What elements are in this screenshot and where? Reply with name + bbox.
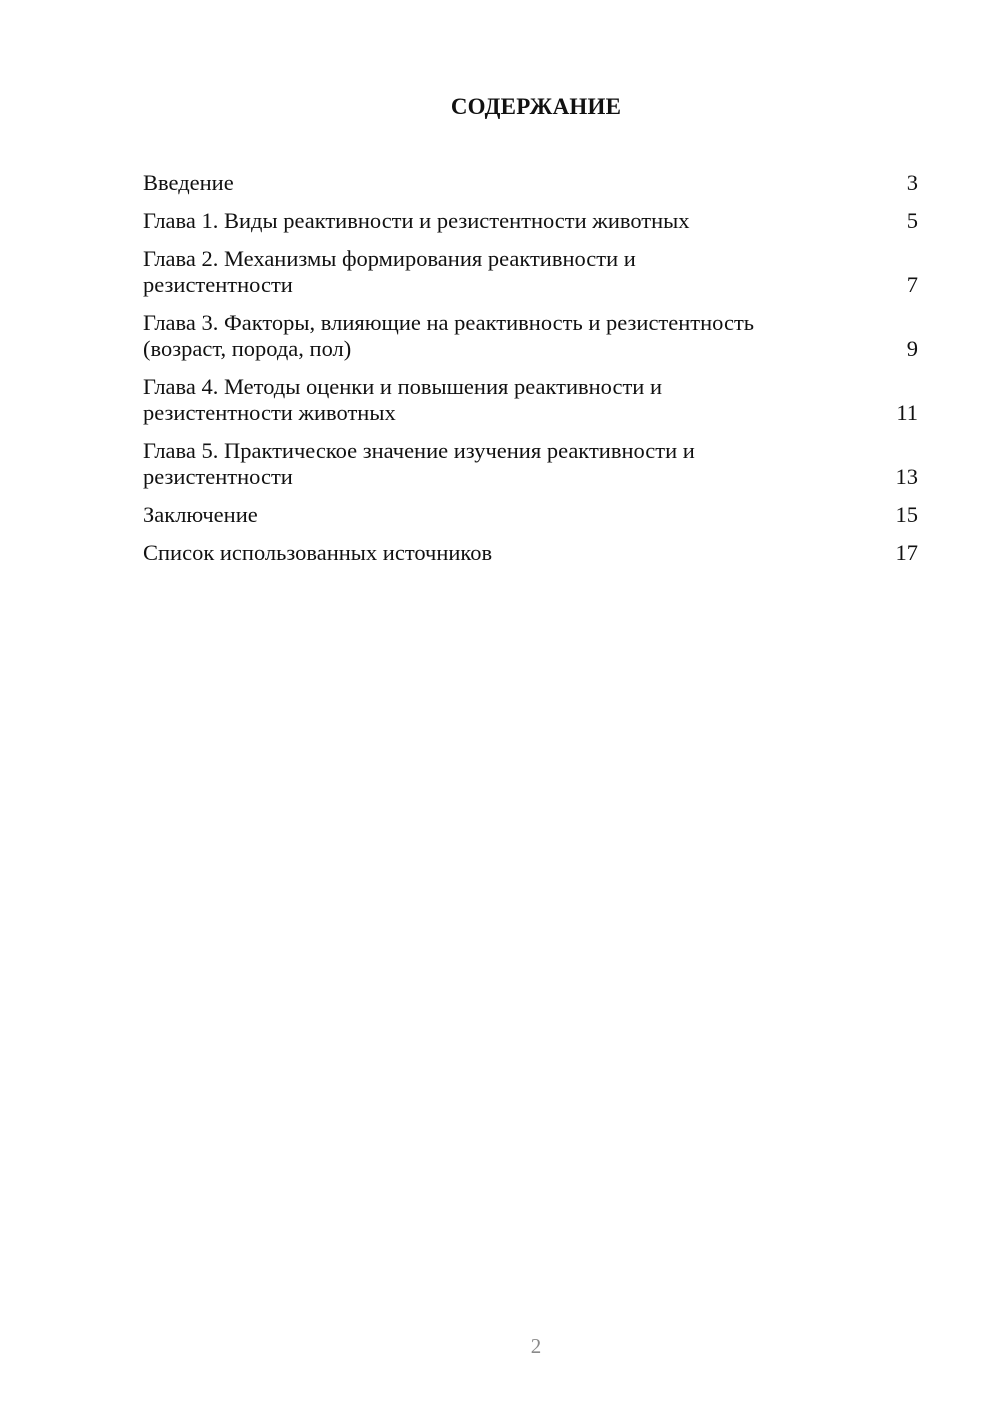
toc-entry-label: Заключение <box>143 502 258 527</box>
table-of-contents <box>143 170 918 578</box>
page-title: СОДЕРЖАНИЕ <box>450 94 622 119</box>
toc-entry-label: Глава 2. Механизмы формирования реактивности и резистентности <box>143 246 636 297</box>
toc-entry-label: Список использованных источников <box>143 540 493 565</box>
toc-entry-label: Введение <box>143 170 234 195</box>
toc-entry-page: 7 <box>906 272 918 297</box>
toc-entry-label: Глава 5. Практическое значение изучения реактивности и резистентности <box>143 438 695 489</box>
toc-entry-introduction <box>143 170 918 196</box>
toc-entry-page: 3 <box>906 170 918 195</box>
toc-entry-page: 11 <box>896 400 918 425</box>
toc-entry-chapter-3 <box>143 310 918 362</box>
toc-entry-conclusion <box>143 502 918 528</box>
toc-entry-page: 17 <box>895 540 918 565</box>
toc-entry-page: 9 <box>906 336 918 361</box>
toc-entry-page: 15 <box>895 502 918 527</box>
toc-entry-chapter-2 <box>143 246 918 298</box>
toc-entry-page: 5 <box>906 208 918 233</box>
toc-entry-label: Глава 1. Виды реактивности и резистентности животных <box>143 208 690 233</box>
toc-entry-chapter-4 <box>143 374 918 426</box>
toc-entry-label: Глава 3. Факторы, влияющие на реактивность и резистентность (возраст, порода, пол) <box>143 310 755 361</box>
toc-entry-references <box>143 540 918 566</box>
toc-entry-page: 13 <box>895 464 918 489</box>
page-number: 2 <box>530 1334 542 1358</box>
toc-entry-chapter-5 <box>143 438 918 490</box>
toc-entry-chapter-1 <box>143 208 918 234</box>
toc-entry-label: Глава 4. Методы оценки и повышения реактивности и резистентности животных <box>143 374 662 425</box>
